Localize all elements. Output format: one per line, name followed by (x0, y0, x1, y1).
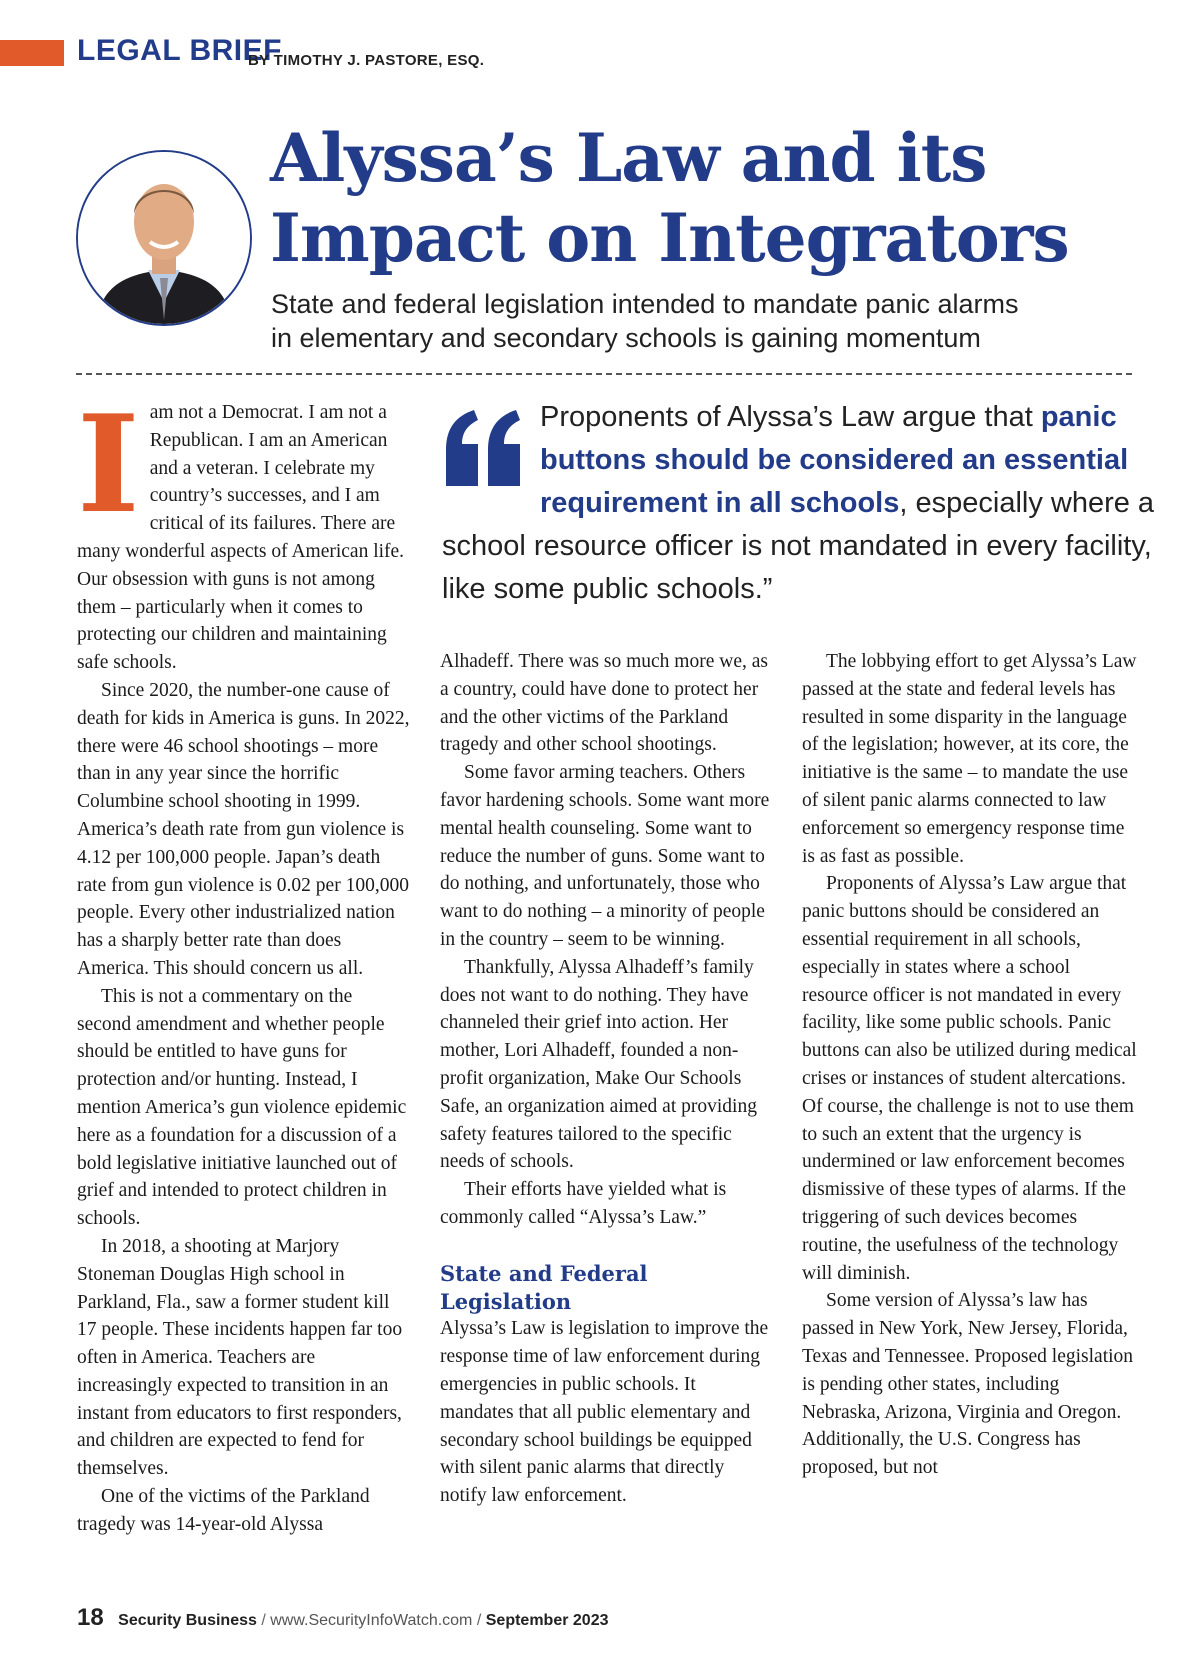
section-label: LEGAL BRIEF (77, 34, 282, 67)
headline-line-1: Alyssa’s Law and its (270, 119, 987, 197)
footer-separator: / (476, 1612, 482, 1629)
publication-url: www.SecurityInfoWatch.com (270, 1612, 473, 1629)
author-photo-illustration (78, 152, 250, 324)
body-paragraph: Proponents of Alyssa’s Law argue that panic buttons should be considered an essential requirement in all schools, especially in states where a school resource officer is not mandated in every facility, like some public schools. Panic buttons can also be utilized during medical crises or instances of student altercations. Of course, the challenge is not to use them to such an extent that the urgency is undermined or law enforcement becomes dismissive of these types of alarms. If the triggering of such devices becomes routine, the usefulness of the technology will diminish. (802, 873, 1137, 1284)
pull-quote (442, 396, 1162, 611)
headline-line-2: Impact on Integrators (270, 199, 1069, 277)
dek-line-1: State and federal legislation intended to mandate panic alarms (271, 289, 1019, 319)
body-paragraph: In 2018, a shooting at Marjory Stoneman Douglas High school in Parkland, Fla., saw a former student kill 17 people. These incidents happen far too often in America. Teachers are increasingly expected to transition in an instant from educators to first responders, and children are expected to fend for themselves. (77, 1235, 403, 1480)
quote-mark-icon (442, 410, 524, 486)
body-paragraph: Some version of Alyssa’s law has passed in New York, New Jersey, Florida, Texas and Tennessee. Proposed legislation is pending other states, including Nebraska, Arizona, Virginia and Oregon. Additionally, the U.S. Congress has proposed, but not (802, 1290, 1134, 1479)
page-number: 18 (77, 1604, 104, 1631)
footer-separator: / (261, 1612, 266, 1629)
body-paragraph: The lobbying effort to get Alyssa’s Law passed at the state and federal levels has resulted in some disparity in the language of the legislation; however, at its core, the initiative is the same – to mandate the use of silent panic alarms connected to law enforcement so emergency response time is as fast as possible. (802, 651, 1137, 867)
body-paragraph: Since 2020, the number-one cause of death for kids in America is guns. In 2022, there were 46 school shootings – more than in any year since the horrific Columbine school shooting in 1999. America’s death rate from gun violence is 4.12 per 100,000 people. Japan’s death rate from gun violence is 0.02 per 100,000 people. Every other industrialized nation has a sharply better rate than does America. This should concern us all. (77, 679, 410, 979)
author-byline: BY TIMOTHY J. PASTORE, ESQ. (248, 52, 485, 69)
body-column-3 (802, 648, 1140, 1482)
publication-name: Security Business (118, 1612, 257, 1629)
dek-line-2: in elementary and secondary schools is gaining momentum (271, 323, 981, 353)
body-paragraph: Thankfully, Alyssa Alhadeff’s family does not want to do nothing. They have channeled their grief into action. Her mother, Lori Alhadeff, founded a non-profit organization, Make Our Schools Safe, an organization aimed at providing safety features tailored to the specific needs of schools. (440, 956, 757, 1173)
section-subhead: State and Federal Legislation (440, 1260, 648, 1314)
issue-date: September 2023 (485, 1612, 609, 1629)
body-paragraph: Iam not a Democrat. I am not a Republican. I am an American and a veteran. I celebrate my country’s successes, and I am critical of its failures. There are many wonderful aspects of American life. Our obsession with guns is not among them – particularly when it comes to protecting our children and maintaining safe schools. (77, 385, 405, 674)
body-paragraph: Alhadeff. There was so much more we, as a country, could have done to protect her and the other victims of the Parkland tragedy and other school shootings. (440, 651, 768, 756)
body-column-1 (77, 385, 411, 1539)
page-footer (77, 1604, 608, 1632)
pull-quote-lead: Proponents of Alyssa’s Law argue that (540, 401, 1033, 433)
drop-cap: I (77, 385, 140, 543)
body-paragraph: This is not a commentary on the second amendment and whether people should be entitled to have guns for protection and/or hunting. Instead, I mention America’s gun violence epidemic here as a foundation for a discussion of a bold legislative initiative launched out of grief and intended to protect children in schools. (77, 985, 407, 1230)
body-paragraph: One of the victims of the Parkland tragedy was 14-year-old Alyssa (77, 1486, 370, 1535)
body-paragraph: Alyssa’s Law is legislation to improve the response time of law enforcement during emergencies in public schools. It mandates that all public elementary and secondary school buildings be equipped with silent panic alarms that directly notify law enforcement. (440, 1318, 769, 1507)
body-paragraph: Their efforts have yielded what is commonly called “Alyssa’s Law.” (440, 1179, 727, 1228)
body-column-2 (440, 648, 770, 1510)
article-dek (271, 287, 1131, 355)
dashed-divider (76, 373, 1132, 375)
pull-quote-emphasis: panic buttons should be considered an essential requirement in all schools (540, 401, 1129, 519)
body-paragraph: Some favor arming teachers. Others favor hardening schools. Some want more mental health counseling. Some want to reduce the number of guns. Some want to do nothing, and unfortunately, those who want to do nothing – a minority of people in the country – seem to be winning. (440, 762, 770, 950)
author-portrait (76, 150, 252, 326)
article-headline (270, 118, 1170, 278)
pull-quote-tail: , especially where a school resource officer is not mandated in every facility, like some public schools.” (442, 487, 1155, 605)
section-accent-bar (0, 40, 64, 66)
